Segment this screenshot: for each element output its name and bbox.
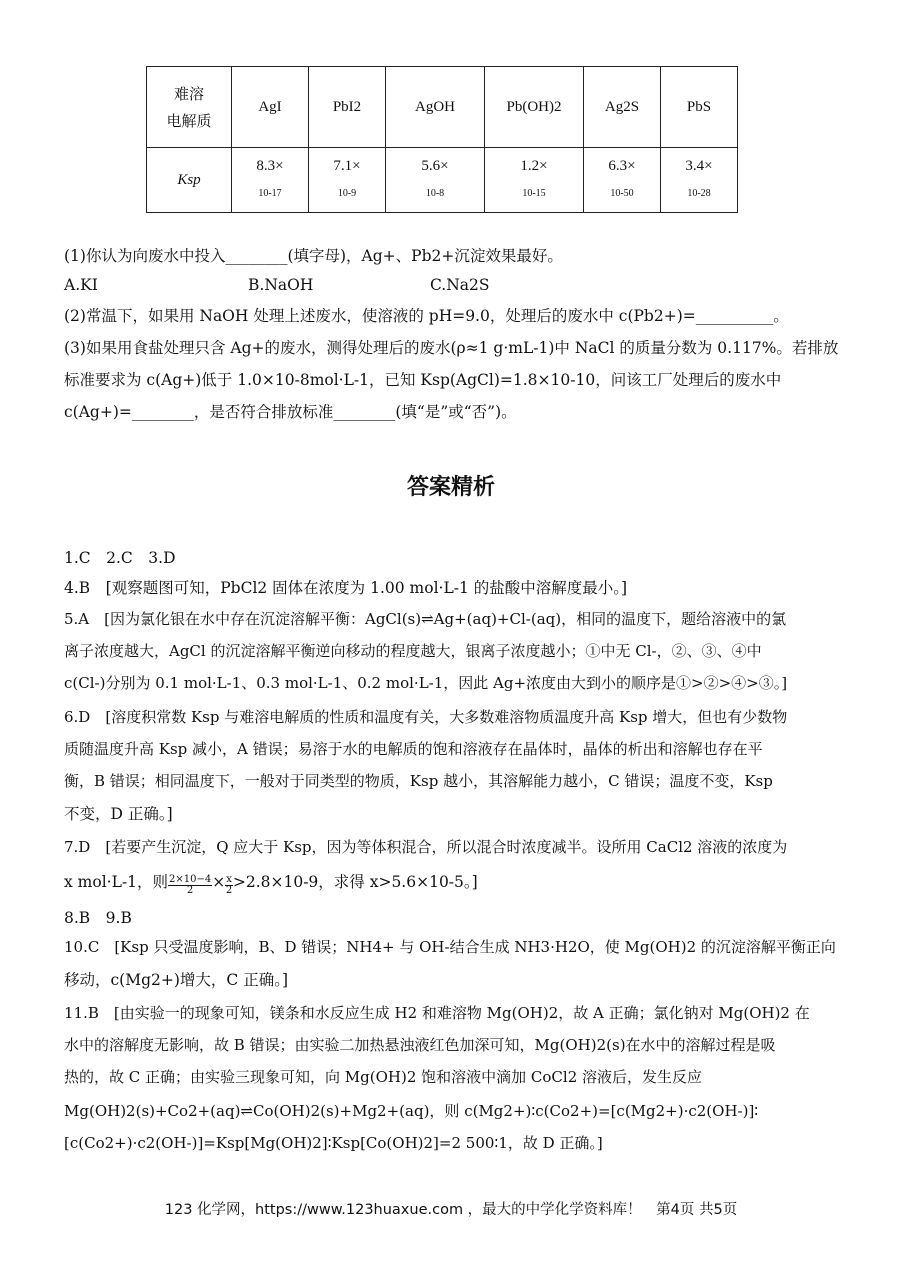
question-1-option-b: B.NaOH xyxy=(248,276,314,294)
question-2: (2)常温下，如果用 NaOH 处理上述废水，使溶液的 pH=9.0，处理后的废水中 c(Pb2+)=__________。 xyxy=(64,307,789,325)
answer-11-line-2: 水中的溶解度无影响，故 B 错误；由实验二加热悬浊液红色加深可知，Mg(OH)2(s)在水中的溶解过程是吸 xyxy=(64,1036,776,1054)
answer-11-line-5: [c(Co2+)·c2(OH-)]=Ksp[Mg(OH)2]∶Ksp[Co(OH)2]=2 500∶1，故 D 正确。] xyxy=(64,1134,603,1152)
answer-4: 4.B [观察题图可知，PbCl2 固体在浓度为 1.00 mol·L-1 的盐酸中溶解度最小。] xyxy=(64,579,628,597)
ksp-value: 6.3× 10-50 xyxy=(584,148,661,213)
answers-title: 答案精析 xyxy=(406,475,495,500)
column-name: Pb(OH)2 xyxy=(485,67,584,148)
ksp-value: 5.6× 10-8 xyxy=(386,148,485,213)
answer-5-line-1: 5.A [因为氯化银在水中存在沉淀溶解平衡：AgCl(s)⇌Ag+(aq)+Cl-(aq)，相同的温度下，题给溶液中的氯 xyxy=(64,610,787,628)
column-name: PbI2 xyxy=(309,67,386,148)
answer-5-line-3: c(Cl-)分别为 0.1 mol·L-1、0.3 mol·L-1、0.2 mol·L-1，因此 Ag+浓度由大到小的顺序是①>②>④>③。] xyxy=(64,674,788,692)
answer-6-line-1: 6.D [溶度积常数 Ksp 与难溶电解质的性质和温度有关，大多数难溶物质温度升高 Ksp 增大，但也有少数物 xyxy=(64,708,788,726)
question-3-line-1: (3)如果用食盐处理只含 Ag+的废水，测得处理后的废水(ρ≈1 g·mL-1)中 NaCl 的质量分数为 0.117%。若排放 xyxy=(64,339,839,357)
answer-7-line-1: 7.D [若要产生沉淀，Q 应大于 Ksp，因为等体积混合，所以混合时浓度减半。设所用 CaCl2 溶液的浓度为 xyxy=(64,838,788,856)
column-name: PbS xyxy=(661,67,738,148)
ksp-table xyxy=(146,66,738,213)
question-3-line-3: c(Ag+)=________，是否符合排放标准________(填“是”或“否”)。 xyxy=(64,403,517,421)
question-3-line-2: 标准要求为 c(Ag+)低于 1.0×10-8mol·L-1，已知 Ksp(AgCl)=1.8×10-10，问该工厂处理后的废水中 xyxy=(64,371,782,389)
row-label: Ksp xyxy=(147,148,232,213)
answer-11-line-4: Mg(OH)2(s)+Co2+(aq)⇌Co(OH)2(s)+Mg2+(aq)，则 c(Mg2+)∶c(Co2+)=[c(Mg2+)·c2(OH-)]∶ xyxy=(64,1102,759,1120)
question-1-option-a: A.KI xyxy=(64,276,98,294)
page-footer: 123 化学网，https://www.123huaxue.com ，最大的中学化学资料库！ 第4页 共5页 xyxy=(164,1202,738,1218)
fraction: $\frac{2\times 10-4}{2}$ xyxy=(168,874,212,896)
answer-10-line-1: 10.C [Ksp 只受温度影响，B、D 错误；NH4+ 与 OH-结合生成 NH3·H2O，使 Mg(OH)2 的沉淀溶解平衡正向 xyxy=(64,938,836,956)
answer-11-line-1: 11.B [由实验一的现象可知，镁条和水反应生成 H2 和难溶物 Mg(OH)2，故 A 正确；氯化钠对 Mg(OH)2 在 xyxy=(64,1004,810,1022)
column-name: AgOH xyxy=(386,67,485,148)
ksp-value: 8.3× 10-17 xyxy=(232,148,309,213)
column-name: AgI xyxy=(232,67,309,148)
column-name: Ag2S xyxy=(584,67,661,148)
question-1-option-c: C.Na2S xyxy=(430,276,490,294)
question-1: (1)你认为向废水中投入________(填字母)，Ag+、Pb2+沉淀效果最好。 xyxy=(64,247,563,265)
answer-11-line-3: 热的，故 C 正确；由实验三现象可知，向 Mg(OH)2 饱和溶液中滴加 CoCl2 溶液后，发生反应 xyxy=(64,1068,703,1086)
answer-1-3: 1.C 2.C 3.D xyxy=(64,549,176,567)
header-label-cell xyxy=(147,67,232,148)
ksp-value: 7.1× 10-9 xyxy=(309,148,386,213)
ksp-value: 3.4× 10-28 xyxy=(661,148,738,213)
answer-5-line-2: 离子浓度越大，AgCl 的沉淀溶解平衡逆向移动的程度越大，银离子浓度越小；①中无 Cl-，②、③、④中 xyxy=(64,642,762,660)
answer-7-line-2: x mol·L-1，则 $\frac{2\times 10-4}{2}$ × $\frac{x}{2}$ >2.8×10-9，求得 x>5.6×10-5。] xyxy=(64,873,478,896)
answer-6-line-3: 衡，B 错误；相同温度下，一般对于同类型的物质，Ksp 越小，其溶解能力越小，C 错误；温度不变，Ksp xyxy=(64,772,773,790)
header-label-line1: 难溶 xyxy=(173,87,204,103)
answer-8-9: 8.B 9.B xyxy=(64,909,132,927)
ksp-value: 1.2× 10-15 xyxy=(485,148,584,213)
fraction: $\frac{x}{2}$ xyxy=(225,874,233,896)
answer-6-line-2: 质随温度升高 Ksp 减小，A 错误；易溶于水的电解质的饱和溶液存在晶体时，晶体的析出和溶解也存在平 xyxy=(64,740,763,758)
answer-6-line-4: 不变，D 正确。] xyxy=(64,805,173,823)
answer-10-line-2: 移动，c(Mg2+)增大，C 正确。] xyxy=(64,971,289,989)
header-label-line2: 电解质 xyxy=(166,114,212,130)
